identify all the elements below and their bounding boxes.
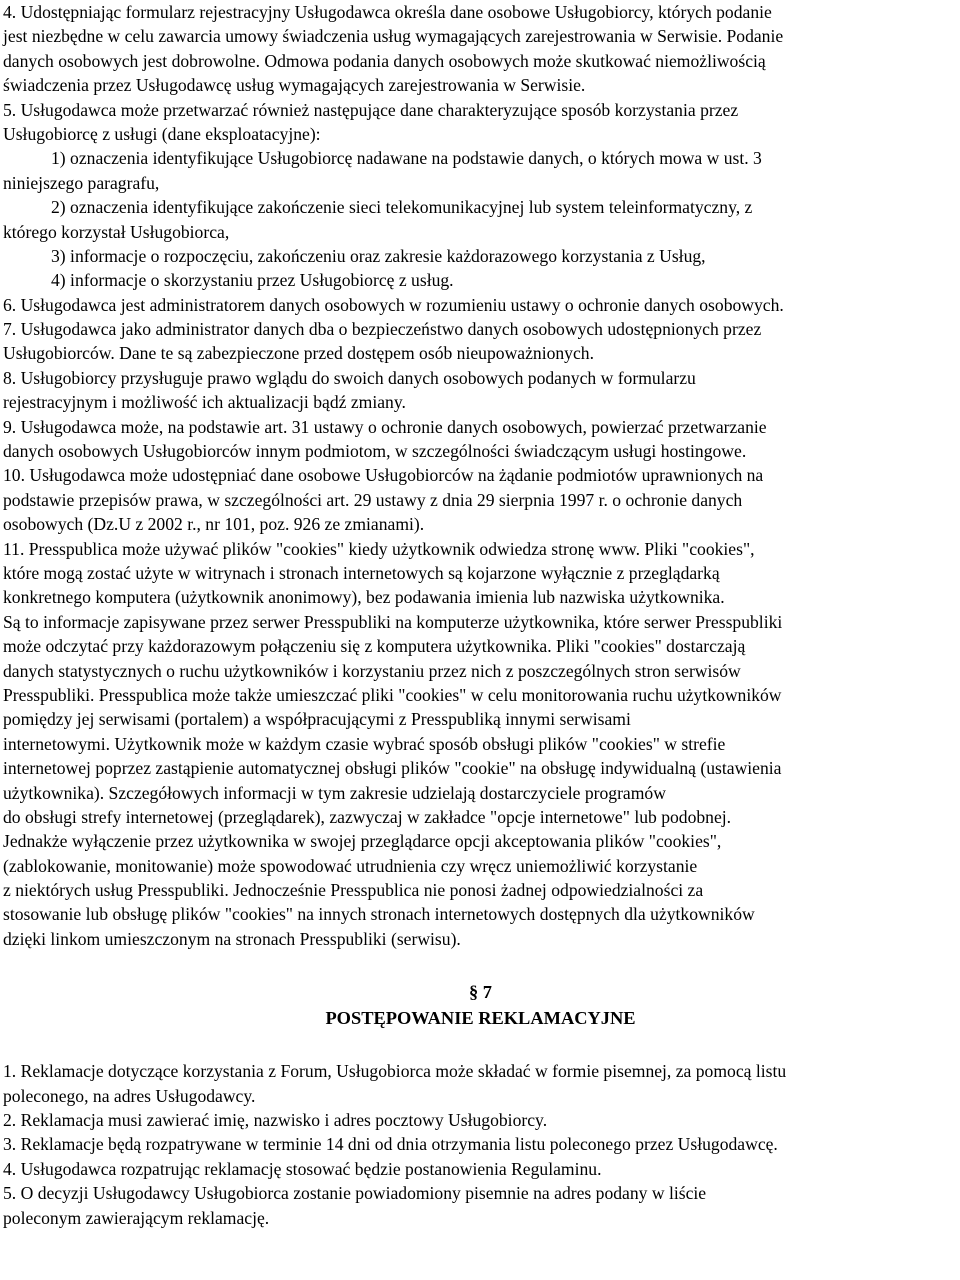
text-line: stosowanie lub obsługę plików "cookies" na innych stronach internetowych dostępnych dla użytkowników [3, 904, 755, 925]
text-line: Usługobiorców. Dane te są zabezpieczone przed dostępem osób nieupoważnionych. [3, 343, 594, 364]
text-line: z niektórych usług Presspubliki. Jednocześnie Presspublica nie ponosi żadnej odpowiedzialności za [3, 880, 704, 901]
complaint-item-4: 4. Usługodawca rozpatrując reklamację stosować będzie postanowienia Regulaminu. [3, 1158, 602, 1179]
list-item-2: 2) oznaczenia identyfikujące zakończenie sieci telekomunikacyjnej lub system teleinformatyczny, z [51, 197, 753, 218]
text-line: 5. Usługodawca może przetwarzać również następujące dane charakteryzujące sposób korzystania przez [3, 99, 739, 120]
text-line: może odczytać przy każdorazowym połączeniu się z komputera użytkownika. Pliki "cookies" dostarczają [3, 636, 746, 657]
list-item-3: 3) informacje o rozpoczęciu, zakończeniu oraz zakresie każdorazowego korzystania z Usług, [51, 245, 706, 266]
paragraph-10 [3, 463, 958, 536]
text-line: 10. Usługodawca może udostępniać dane osobowe Usługobiorców na żądanie podmiotów uprawnionych na [3, 465, 764, 486]
text-line: Są to informacje zapisywane przez serwer Presspubliki na komputerze użytkownika, które serwer Presspubliki [3, 611, 783, 632]
text-line: Presspubliki. Presspublica może także umieszczać pliki "cookies" w celu monitorowania ruchu użytkowników [3, 684, 782, 705]
text-line: konkretnego komputera (użytkownik anonimowy), bez podawania imienia lub nazwiska użytkownika. [3, 587, 725, 608]
text-line: użytkownika). Szczegółowych informacji w tym zakresie udzielają dostarczyciele programów [3, 782, 666, 803]
text-line: podstawie przepisów prawa, w szczególności art. 29 ustawy z dnia 29 sierpnia 1997 r. o ochronie danych [3, 489, 743, 510]
text-line: do obsługi strefy internetowej (przeglądarek), zazwyczaj w zakładce "opcje internetowe" lub podobnej. [3, 806, 732, 827]
spacer [3, 951, 958, 979]
section-title: POSTĘPOWANIE REKLAMACYJNE [325, 1008, 636, 1029]
complaint-item-1-continuation: poleconego, na adres Usługodawcy. [3, 1085, 256, 1106]
text-line: jest niezbędne w celu zawarcia umowy świadczenia usług wymagających zarejestrowania w Serwisie. Podanie [3, 26, 784, 47]
text-line: osobowych (Dz.U z 2002 r., nr 101, poz. 926 ze zmianami). [3, 514, 425, 535]
text-line: danych osobowych Usługobiorców innym podmiotom, w szczególności świadczącym usługi hostingowe. [3, 441, 747, 462]
spacer [3, 1031, 958, 1059]
text-line: dzięki linkom umieszczonym na stronach Presspubliki (serwisu). [3, 928, 461, 949]
text-line: 6. Usługodawca jest administratorem danych osobowych w rozumieniu ustawy o ochronie danych osobowych. [3, 294, 784, 315]
text-line: świadczenia przez Usługodawcę usług wymagających zarejestrowania w Serwisie. [3, 75, 586, 96]
list-item-1: 1) oznaczenia identyfikujące Usługobiorcę nadawane na podstawie danych, o których mowa w ust. 3 [51, 148, 762, 169]
text-line: Jednakże wyłączenie przez użytkownika w swojej przeglądarce opcji akceptowania plików "cookies", [3, 831, 722, 852]
complaint-item-5-continuation: poleconym zawierającym reklamację. [3, 1207, 270, 1228]
paragraph-4 [3, 0, 958, 98]
text-line: 7. Usługodawca jako administrator danych dba o bezpieczeństwo danych osobowych udostępnionych przez [3, 319, 762, 340]
document-page [3, 0, 958, 1230]
list-item-1-continuation: niniejszego paragrafu, [3, 172, 160, 193]
list-item-2-continuation: którego korzystał Usługobiorca, [3, 221, 230, 242]
text-line: danych statystycznych o ruchu użytkowników i korzystaniu przez nich z poszczególnych stron serwisów [3, 660, 741, 681]
paragraph-11 [3, 537, 958, 952]
paragraph-8 [3, 366, 958, 415]
text-line: rejestracyjnym i możliwość ich aktualizacji bądź zmiany. [3, 392, 406, 413]
text-line: danych osobowych jest dobrowolne. Odmowa podania danych osobowych może skutkować niemożliwością [3, 50, 766, 71]
paragraph-5 [3, 98, 958, 293]
text-line: internetowymi. Użytkownik może w każdym czasie wybrać sposób obsługi plików "cookies" w strefie [3, 733, 726, 754]
text-line: które mogą zostać użyte w witrynach i stronach internetowych są kojarzone wyłącznie z przeglądarką [3, 562, 720, 583]
paragraph-7 [3, 317, 958, 366]
text-line: pomiędzy jej serwisami (portalem) a współpracującymi z Presspubliką innymi serwisami [3, 709, 631, 730]
complaint-item-1: 1. Reklamacje dotyczące korzystania z Forum, Usługobiorca może składać w formie pisemnej, za pomocą listu [3, 1061, 787, 1082]
text-line: 4. Udostępniając formularz rejestracyjny Usługodawca określa dane osobowe Usługobiorcy, których podanie [3, 2, 772, 22]
text-line: 8. Usługobiorcy przysługuje prawo wglądu do swoich danych osobowych podanych w formularzu [3, 367, 696, 388]
complaint-item-3: 3. Reklamacje będą rozpatrywane w terminie 14 dni od dnia otrzymania listu poleconego przez Usługodawcę. [3, 1134, 778, 1155]
complaint-item-2: 2. Reklamacja musi zawierać imię, nazwisko i adres pocztowy Usługobiorcy. [3, 1110, 548, 1131]
text-line: internetowej poprzez zastąpienie automatycznej obsługi plików "cookie" na obsługę indywidualną (ustawienia [3, 758, 782, 779]
text-line: 11. Presspublica może używać plików "cookies" kiedy użytkownik odwiedza stronę www. Pliki "cookies", [3, 538, 755, 559]
list-item-4: 4) informacje o skorzystaniu przez Usługobiorcę z usług. [51, 270, 454, 291]
text-line: (zablokowanie, monitowanie) może spowodować utrudnienia czy wręcz uniemożliwić korzystanie [3, 855, 698, 876]
text-line: Usługobiorcę z usługi (dane eksploatacyjne): [3, 123, 321, 144]
complaints-section [3, 1059, 958, 1230]
text-line: 9. Usługodawca może, na podstawie art. 31 ustawy o ochronie danych osobowych, powierzać przetwarzanie [3, 416, 767, 437]
complaint-item-5: 5. O decyzji Usługodawcy Usługobiorca zostanie powiadomiony pisemnie na adres podany w liście [3, 1183, 707, 1204]
paragraph-6 [3, 293, 958, 317]
section-number: § 7 [469, 982, 492, 1003]
paragraph-9 [3, 415, 958, 464]
